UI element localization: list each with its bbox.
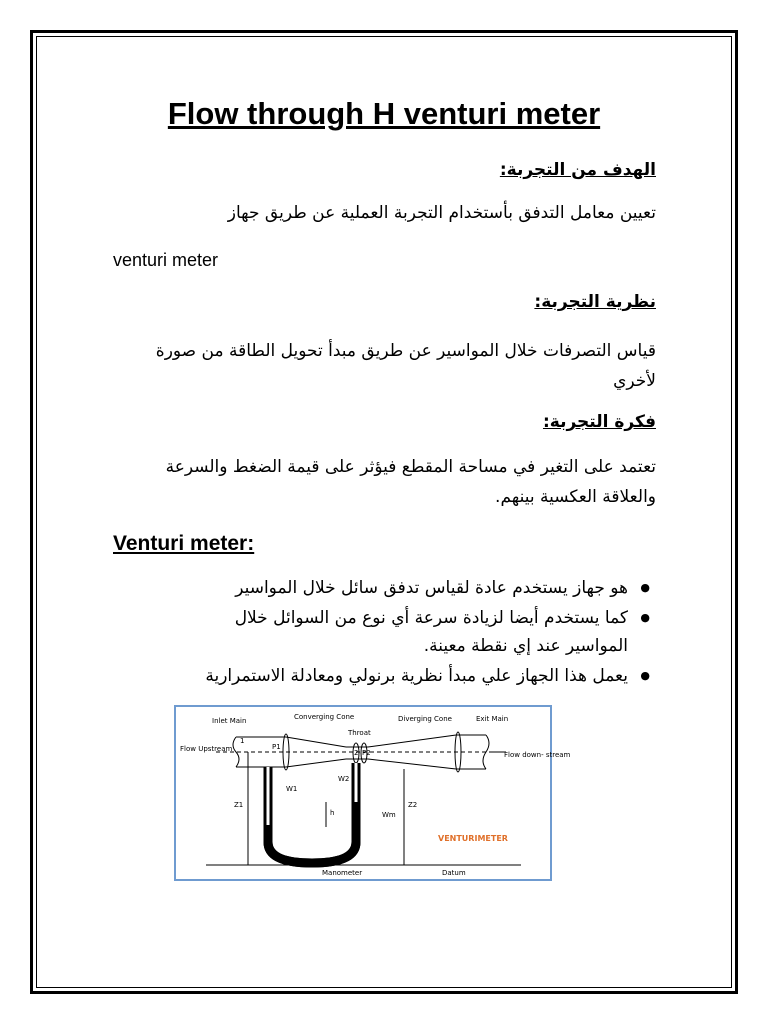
objective-text: تعيين معامل التدفق بأستخدام التجربة العملية عن طريق جهاز <box>227 203 656 223</box>
label-inlet-main: Inlet Main <box>212 717 247 725</box>
document-title: Flow through H venturi meter <box>167 96 601 131</box>
label-datum: Datum <box>442 869 466 877</box>
bullet-item: ● هو جهاز يستخدم عادة لقياس تدفق سائل خلال المواسير <box>56 574 656 602</box>
label-h: h <box>330 809 335 817</box>
bullet-list <box>56 574 656 692</box>
theory-heading: نظرية التجربة: <box>534 292 656 312</box>
label-flow-downstream: Flow down- stream <box>504 751 571 759</box>
label-wm: Wm <box>382 811 396 819</box>
label-throat: Throat <box>348 729 371 737</box>
venturimeter-diagram <box>174 705 571 881</box>
label-diverging-cone: Diverging Cone <box>398 715 452 723</box>
label-p1: P1 <box>272 743 281 751</box>
label-flow-upstream: Flow Upstream <box>180 745 233 753</box>
objective-heading: الهدف من التجربة: <box>499 160 656 180</box>
idea-text: تعتمد على التغير في مساحة المقطع فيؤثر على قيمة الضغط والسرعة والعلاقة العكسية بينهم. <box>165 457 656 507</box>
label-manometer: Manometer <box>322 869 363 877</box>
label-z1: Z1 <box>234 801 244 809</box>
theory-text: قياس التصرفات خلال المواسير عن طريق مبدأ تحويل الطاقة من صورة لأخري <box>155 341 656 391</box>
label-venturimeter: VENTURIMETER <box>438 834 508 843</box>
label-point1: 1 <box>240 737 245 745</box>
bullet-item: ● يعمل هذا الجهاز علي مبدأ نظرية برنولي ومعادلة الاستمرارية <box>56 662 656 690</box>
label-w2: W2 <box>338 775 350 783</box>
label-exit-main: Exit Main <box>476 715 509 723</box>
bullet-item: ● كما يستخدم أيضا لزيادة سرعة أي نوع من السوائل خلال المواسير عند إي نقطة معينة. <box>56 604 656 660</box>
objective-text-latin: venturi meter <box>113 250 219 270</box>
venturi-heading: Venturi meter: <box>113 532 255 555</box>
label-p2: P2 <box>362 749 371 757</box>
label-w1: W1 <box>286 785 298 793</box>
label-z2: Z2 <box>408 801 418 809</box>
idea-heading: فكرة التجربة: <box>542 412 656 432</box>
label-point2: 2 <box>354 749 359 757</box>
label-converging-cone: Converging Cone <box>294 713 355 721</box>
